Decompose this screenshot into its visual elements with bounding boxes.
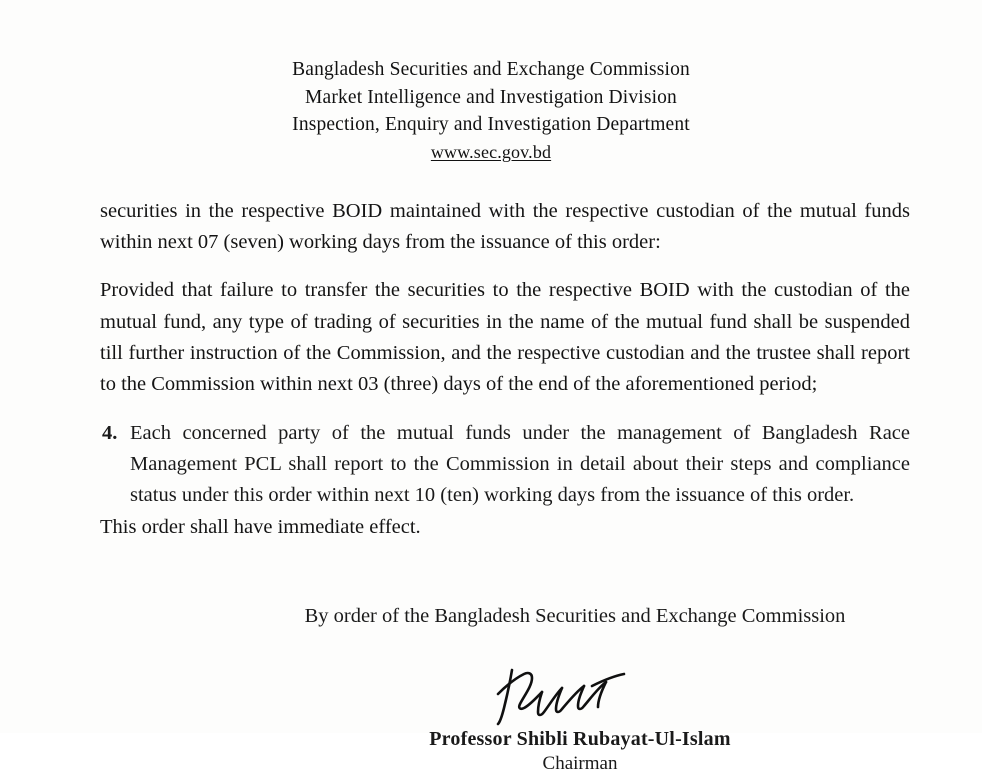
paragraph-continued: securities in the respective BOID maintained with the respective custodian of the mutual funds within next 07 (seven) working days from the issuance of this order: xyxy=(100,199,910,253)
signer-title: Chairman xyxy=(542,753,618,775)
letterhead-website: www.sec.gov.bd xyxy=(430,142,552,163)
letterhead xyxy=(0,0,982,166)
handwritten-signature-icon xyxy=(250,664,910,726)
document-body xyxy=(100,196,910,784)
paragraph-proviso: Provided that failure to transfer the securities to the respective BOID with the custodian of the mutual fund, any type of trading of securities in the name of the mutual fund shall be suspended till further instruction of the Commission, and the respective custodian and the trustee shall report to the Commission within next 03 (three) days of the end of the aforementioned period; xyxy=(100,279,910,396)
by-order-line: By order of the Bangladesh Securities and Exchange Commission xyxy=(304,605,846,628)
letterhead-organization: Bangladesh Securities and Exchange Commission xyxy=(292,59,690,80)
paragraph-immediate-effect: This order shall have immediate effect. xyxy=(100,515,421,538)
signer-name: Professor Shibli Rubayat-Ul-Islam xyxy=(429,728,731,751)
letterhead-department: Inspection, Enquiry and Investigation Department xyxy=(292,114,690,136)
signature-block xyxy=(100,664,910,784)
letterhead-division: Market Intelligence and Investigation Division xyxy=(305,86,677,108)
numbered-item-4 xyxy=(100,418,910,512)
numbered-item-4-number: 4. xyxy=(102,421,118,444)
numbered-item-4-text: Each concerned party of the mutual funds under the management of Bangladesh Race Management PCL shall report to the Commission in detail about their steps and compliance status under this order within next 10 (ten) working days from the issuance of this order. xyxy=(130,421,910,507)
